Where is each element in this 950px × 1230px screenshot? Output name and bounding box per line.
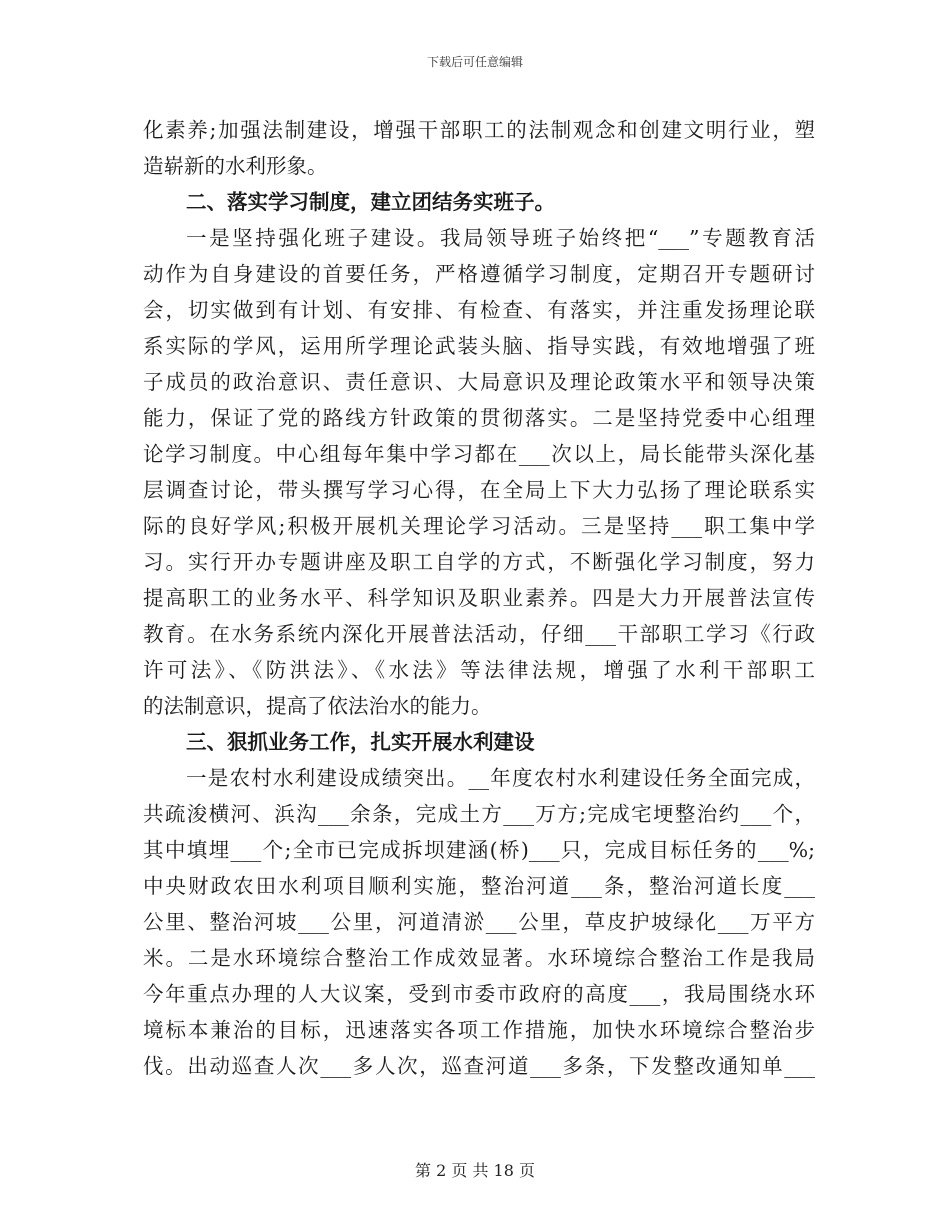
text-line: 今年重点办理的人大议案，受到市委市政府的高度___，我局围绕水环	[143, 982, 815, 1006]
text-line: 公里、整治河坡___公里，河道清淤___公里，草皮护坡绿化___万平方	[143, 910, 815, 934]
text-line: 化素养;加强法制建设，增强干部职工的法制观念和创建文明行业，塑	[143, 118, 815, 142]
text-line: 中央财政农田水利项目顺利实施，整治河道___条，整治河道长度___	[143, 874, 815, 898]
text-line: 一是农村水利建设成绩突出。__年度农村水利建设任务全面完成，	[186, 766, 815, 790]
text-line: 习。实行开办专题讲座及职工自学的方式，不断强化学习制度，努力	[143, 550, 815, 574]
page-header: 下载后可任意编辑	[426, 55, 523, 69]
text-line: 伐。出动巡查人次___多人次，巡查河道___多条，下发整改通知单___	[143, 1054, 815, 1078]
text-line: 一是坚持强化班子建设。我局领导班子始终把“___”专题教育活	[186, 226, 815, 250]
text-line: 际的良好学风;积极开展机关理论学习活动。三是坚持___职工集中学	[143, 514, 815, 538]
text-line: 能力，保证了党的路线方针政策的贯彻落实。二是坚持党委中心组理	[143, 406, 815, 430]
text-line: 的法制意识，提高了依法治水的能力。	[143, 694, 492, 718]
text-line: 其中填埋___个;全市已完成拆坝建涵(桥)___只，完成目标任务的___%;	[143, 838, 815, 862]
document-body	[143, 112, 815, 1084]
text-line: 会，切实做到有计划、有安排、有检查、有落实，并注重发扬理论联	[143, 298, 815, 322]
text-line: 提高职工的业务水平、科学知识及职业素养。四是大力开展普法宣传	[143, 586, 815, 610]
page-number: 第 2 页 共 18 页	[415, 1161, 535, 1180]
text-line: 系实际的学风，运用所学理论武装头脑、指导实践，有效地增强了班	[143, 334, 815, 358]
section-heading: 三、狠抓业务工作，扎实开展水利建设	[186, 730, 535, 754]
text-line: 境标本兼治的目标，迅速落实各项工作措施，加快水环境综合整治步	[143, 1018, 815, 1042]
text-line: 许可法》、《防洪法》、《水法》等法律法规，增强了水利干部职工	[143, 658, 815, 682]
text-line: 论学习制度。中心组每年集中学习都在___次以上，局长能带头深化基	[143, 442, 815, 466]
text-line: 子成员的政治意识、责任意识、大局意识及理论政策水平和领导决策	[143, 370, 815, 394]
text-line: 共疏浚横河、浜沟___余条，完成土方___万方;完成宅埂整治约___个，	[143, 802, 815, 826]
text-line: 动作为自身建设的首要任务，严格遵循学习制度，定期召开专题研讨	[143, 262, 815, 286]
text-line: 造崭新的水利形象。	[143, 154, 328, 178]
text-line: 层调查讨论，带头撰写学习心得，在全局上下大力弘扬了理论联系实	[143, 478, 815, 502]
text-line: 教育。在水务系统内深化开展普法活动，仔细___干部职工学习《行政	[143, 622, 815, 646]
text-line: 米。二是水环境综合整治工作成效显著。水环境综合整治工作是我局	[143, 946, 815, 970]
section-heading: 二、落实学习制度，建立团结务实班子。	[186, 190, 555, 214]
